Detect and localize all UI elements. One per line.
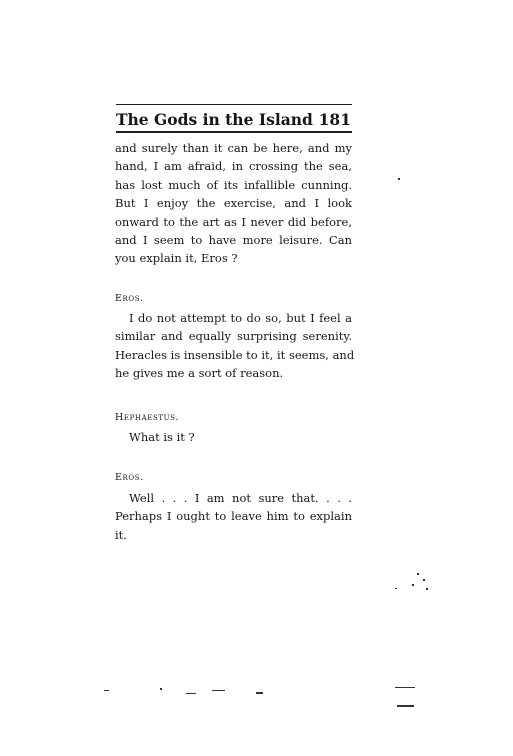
- scan-speck: [395, 588, 397, 589]
- scan-speck: [423, 579, 425, 581]
- opening-paragraph: [115, 139, 352, 268]
- text-line: you explain it, Eros ?: [115, 251, 238, 266]
- scan-speck: [256, 692, 263, 694]
- scan-speck: [398, 178, 400, 180]
- speaker-heading: Eros.: [115, 472, 144, 483]
- scan-speck: [395, 687, 415, 688]
- scan-speck: [412, 584, 414, 586]
- scan-speck: [417, 573, 419, 575]
- scan-speck: [104, 690, 109, 691]
- text-line: hand, I am afraid, in crossing the sea,: [115, 159, 352, 174]
- scan-speck: [212, 690, 225, 691]
- header-top-rule: [116, 104, 352, 105]
- text-line: similar and equally surprising serenity.: [115, 329, 352, 344]
- scan-speck: [186, 693, 196, 694]
- speech-paragraph: [115, 489, 352, 544]
- text-line: he gives me a sort of reason.: [115, 366, 284, 381]
- text-line: onward to the art as I never did before,: [115, 214, 352, 229]
- page-number: 181: [318, 110, 351, 129]
- scan-speck: [426, 588, 428, 590]
- speech-paragraph: [115, 309, 355, 383]
- speech-paragraph: [115, 428, 352, 446]
- text-line: Well . . . I am not sure that. . . .: [129, 491, 352, 505]
- text-line: I do not attempt to do so, but I feel a: [129, 311, 352, 325]
- text-line: Perhaps I ought to leave him to explain: [115, 509, 352, 524]
- header-bottom-rule: [116, 131, 352, 133]
- text-line: and surely than it can be here, and my: [115, 141, 352, 155]
- text-line: it.: [115, 527, 127, 542]
- text-line: Heracles is insensible to it, it seems, and: [115, 347, 355, 362]
- text-line: But I enjoy the exercise, and I look: [115, 196, 352, 211]
- text-line: has lost much of its infallible cunning.: [115, 177, 352, 192]
- speaker-heading: Eros.: [115, 293, 144, 304]
- text-line: What is it ?: [129, 430, 195, 444]
- text-line: and I seem to have more leisure. Can: [115, 233, 352, 248]
- speaker-heading: Hephaestus.: [115, 412, 180, 423]
- scan-speck: [397, 705, 414, 707]
- scan-speck: [160, 688, 162, 690]
- running-title: The Gods in the Island: [116, 110, 313, 129]
